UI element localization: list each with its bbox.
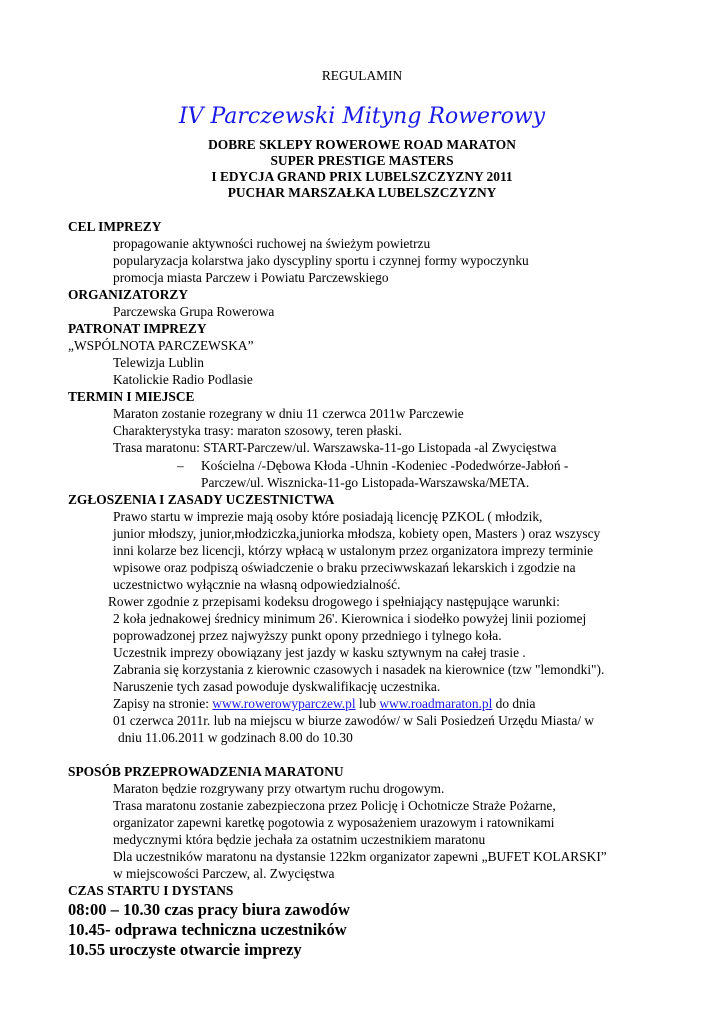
signup-line [113, 696, 535, 712]
cel-line-1: propagowanie aktywności ruchowej na świeżym powietrzu [113, 236, 431, 251]
sposob-line-5: Dla uczestników maratonu na dystansie 122km organizator zapewni „BUFET KOLARSKI” [113, 849, 607, 864]
section-heading-sposob: SPOSÓB PRZEPROWADZENIA MARATONU [68, 764, 344, 779]
section-heading-patronat: PATRONAT IMPREZY [68, 321, 207, 336]
zgloszenia-line-11: Naruszenie tych zasad powoduje dyskwalifikację uczestnika. [113, 679, 441, 694]
cel-line-3: promocja miasta Parczew i Powiatu Parczewskiego [113, 270, 389, 285]
termin-line-2: Charakterystyka trasy: maraton szosowy, teren płaski. [113, 423, 402, 438]
patronat-line-2: Telewizja Lublin [113, 355, 204, 370]
zgloszenia-line-9: Uczestnik imprezy obowiązany jest jazdy w kasku sztywnym na całej trasie . [113, 645, 526, 660]
zgloszenia-after-line-2: dniu 11.06.2011 w godzinach 8.00 do 10.30 [118, 730, 353, 745]
cel-line-2: popularyzacja kolarstwa jako dyscypliny sportu i czynnej formy wypoczynku [113, 253, 529, 268]
section-heading-cel: CEL IMPREZY [68, 219, 162, 234]
section-heading-zgloszenia: ZGŁOSZENIA I ZASADY UCZESTNICTWA [68, 492, 335, 507]
schedule-line-3: 10.55 uroczyste otwarcie imprezy [68, 940, 302, 959]
termin-line-4: Kościelna /-Dębowa Kłoda -Uhnin -Kodeniec -Podedwórze-Jabłoń - [201, 458, 569, 473]
schedule-line-1: 08:00 – 10.30 czas pracy biura zawodów [68, 900, 350, 919]
zgloszenia-line-1: Prawo startu w imprezie mają osoby które posiadają licencję PZKOL ( młodzik, [113, 509, 543, 524]
organizator-line-1: Parczewska Grupa Rowerowa [113, 304, 275, 319]
sposob-line-4: medycznymi która będzie jechała za ostatnim uczestnikiem maratonu [113, 832, 486, 847]
zgloszenia-line-4: wpisowe oraz podpiszą oświadczenie o braku przeciwwskazań lekarskich i zgodzie na [113, 560, 576, 575]
subtitle-3: I EDYCJA GRAND PRIX LUBELSZCZYZNY 2011 [211, 169, 513, 184]
subtitle-2: SUPER PRESTIGE MASTERS [270, 153, 454, 168]
sposob-line-1: Maraton będzie rozgrywany przy otwartym ruchu drogowym. [113, 781, 445, 796]
patronat-line-3: Katolickie Radio Podlasie [113, 372, 253, 387]
link-rowerowyparczew[interactable]: www.rowerowyparczew.pl [212, 696, 356, 711]
subtitle-4: PUCHAR MARSZAŁKA LUBELSZCZYZNY [227, 185, 497, 200]
zgloszenia-line-8: poprowadzonej przez najwyższy punkt opony przedniego i tylnego koła. [113, 628, 502, 643]
subtitle-1: DOBRE SKLEPY ROWEROWE ROAD MARATON [208, 137, 516, 152]
signup-suffix: do dnia [492, 696, 536, 711]
sposob-line-3: organizator zapewni karetkę pogotowia z wyposażeniem urazowym i ratownikami [113, 815, 555, 830]
zgloszenia-line-2: junior młodszy, junior,młodziczka,juniorka młodsza, kobiety open, Masters ) oraz wszyscy [113, 526, 601, 541]
document-heading: REGULAMIN [321, 68, 403, 83]
zgloszenia-line-5: uczestnictwo wyłącznie na własną odpowiedzialność. [113, 577, 401, 592]
schedule-line-2: 10.45- odprawa techniczna uczestników [68, 920, 347, 939]
sposob-line-2: Trasa maratonu zostanie zabezpieczona przez Policję i Ochotnicze Straże Pożarne, [113, 798, 556, 813]
link-roadmaraton[interactable]: www.roadmaraton.pl [379, 696, 493, 711]
sposob-line-6: w miejscowości Parczew, al. Zwycięstwa [113, 866, 335, 881]
zgloszenia-line-6: Rower zgodnie z przepisami kodeksu drogowego i spełniający następujące warunki: [108, 594, 560, 609]
termin-line-5: Parczew/ul. Wisznicka-11-go Listopada-Warszawska/META. [201, 475, 530, 490]
termin-line-3: Trasa maratonu: START-Parczew/ul. Warszawska-11-go Listopada -al Zwycięstwa [113, 440, 557, 455]
termin-line-1: Maraton zostanie rozegrany w dniu 11 czerwca 2011w Parczewie [113, 406, 464, 421]
zgloszenia-line-3: inni kolarze bez licencji, którzy wpłacą w ustalonym przez organizatora imprezy terminie [113, 543, 594, 558]
section-heading-organizatorzy: ORGANIZATORZY [68, 287, 189, 302]
zgloszenia-line-10: Zabrania się korzystania z kierownic czasowych i nasadek na kierownice (tzw "lemondki"). [113, 662, 605, 677]
section-heading-termin: TERMIN I MIEJSCE [68, 389, 195, 404]
section-heading-czas: CZAS STARTU I DYSTANS [68, 883, 234, 898]
event-title: IV Parczewski Mityng Rowerowy [178, 104, 546, 129]
route-dash: – [177, 458, 184, 473]
patronat-line-1: „WSPÓLNOTA PARCZEWSKA” [68, 338, 254, 353]
zgloszenia-line-7: 2 koła jednakowej średnicy minimum 26'. Kierownica i siodełko powyżej linii poziomej [113, 611, 587, 626]
signup-mid: lub [355, 696, 380, 711]
signup-prefix: Zapisy na stronie: [113, 696, 213, 711]
zgloszenia-after-line-1: 01 czerwca 2011r. lub na miejscu w biurze zawodów/ w Sali Posiedzeń Urzędu Miasta/ w [113, 713, 595, 728]
